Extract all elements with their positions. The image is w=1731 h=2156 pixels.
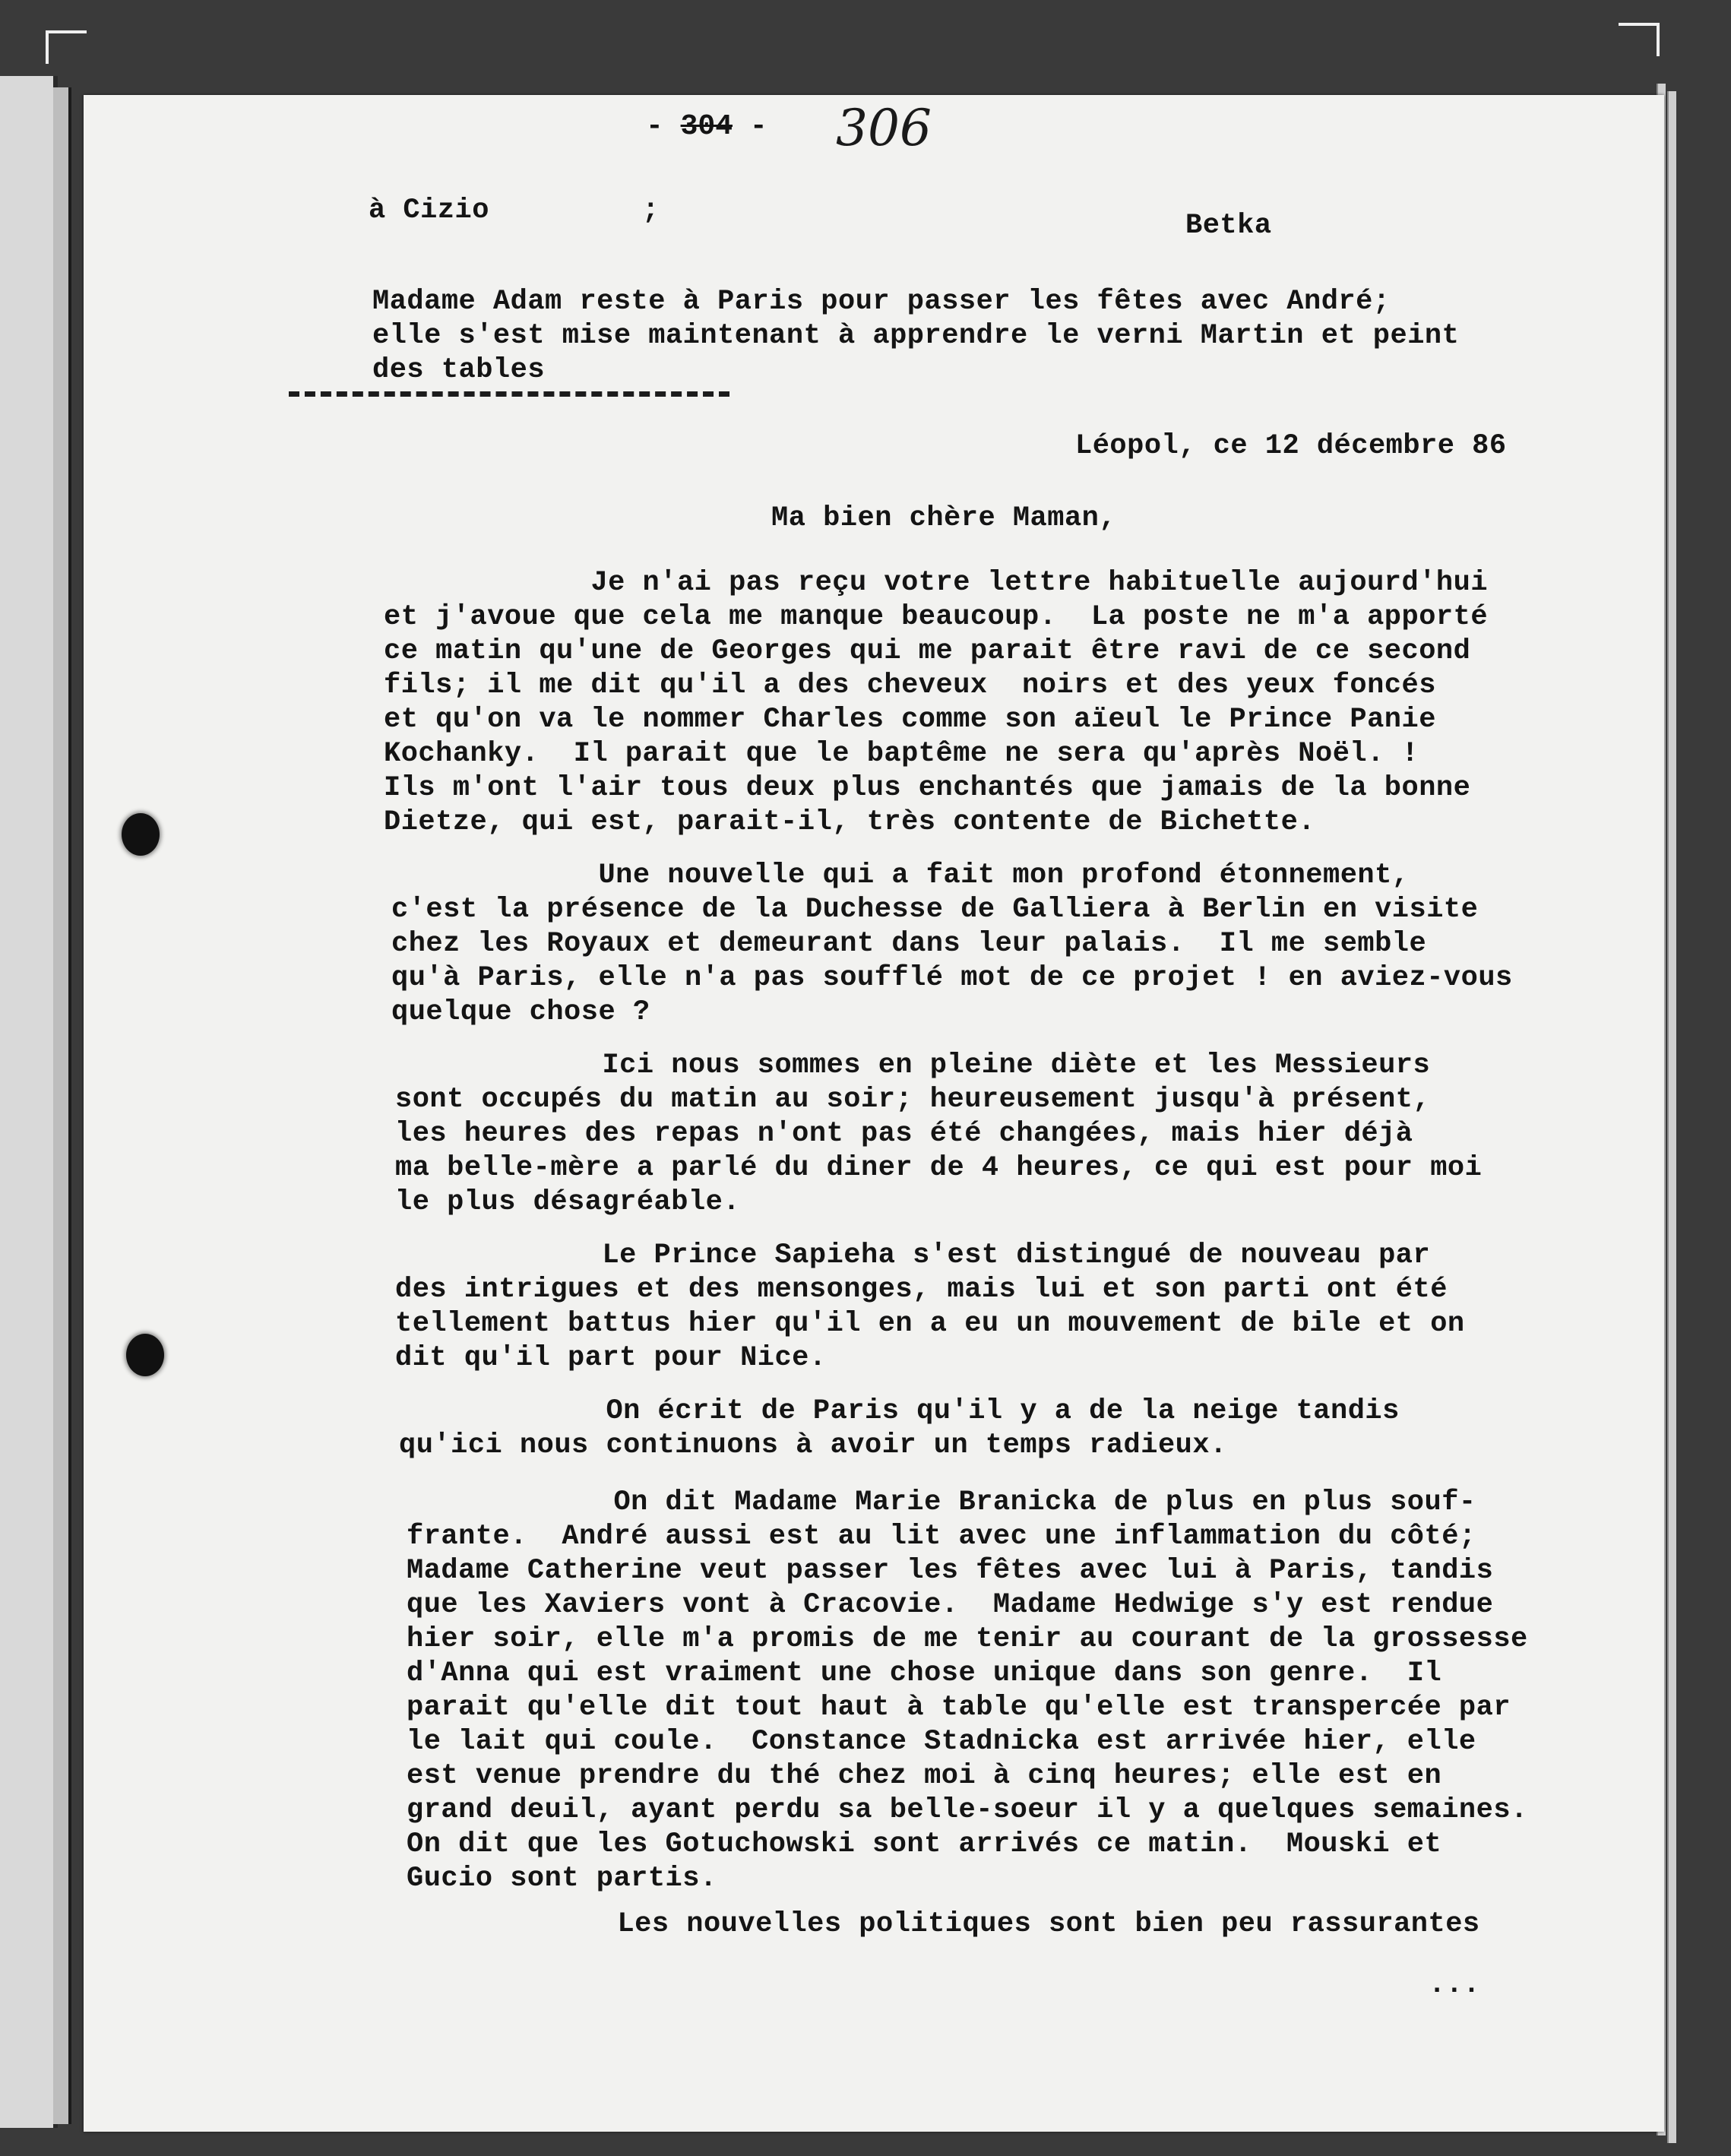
letter-line: qu'à Paris, elle n'a pas soufflé mot de ce projet ! en aviez-vous xyxy=(391,962,1513,994)
letter-line: Les nouvelles politiques sont bien peu rassurantes xyxy=(410,1908,1480,1940)
letter-line: frante. André aussi est au lit avec une inflammation du côté; xyxy=(407,1521,1476,1553)
letter-line: On dit Madame Marie Branicka de plus en plus souf- xyxy=(407,1486,1476,1518)
letter-line: Une nouvelle qui a fait mon profond étonnement, xyxy=(391,860,1410,891)
page-number: - 304 - xyxy=(646,110,767,143)
adjacent-page-edge xyxy=(0,76,58,2128)
letter-line: grand deuil, ayant perdu sa belle-soeur il y a quelques semaines. xyxy=(407,1794,1528,1826)
continuation-mark: ... xyxy=(1429,1969,1481,2001)
punch-hole xyxy=(122,813,160,856)
binder-edge xyxy=(53,87,71,2124)
header-separator: ; xyxy=(642,195,660,226)
note-line: Madame Adam reste à Paris pour passer les fêtes avec André; xyxy=(372,286,1391,318)
letter-line: ce matin qu'une de Georges qui me parait être ravi de ce second xyxy=(384,635,1471,667)
letter-line: que les Xaviers vont à Cracovie. Madame Hedwige s'y est rendue xyxy=(407,1589,1494,1621)
letter-line: quelque chose ? xyxy=(391,996,650,1028)
crop-mark xyxy=(1619,23,1660,56)
letter-line: Dietze, qui est, parait-il, très contente de Bichette. xyxy=(384,806,1315,838)
salutation: Ma bien chère Maman, xyxy=(771,502,1117,534)
letter-line: hier soir, elle m'a promis de me tenir au courant de la grossesse xyxy=(407,1623,1528,1655)
letter-line: Kochanky. Il parait que le baptême ne sera qu'après Noël. ! xyxy=(384,738,1419,770)
sender: Betka xyxy=(1185,210,1272,242)
letter-line: On dit que les Gotuchowski sont arrivés ce matin. Mouski et xyxy=(407,1828,1442,1860)
letter-line: qu'ici nous continuons à avoir un temps radieux. xyxy=(399,1429,1227,1461)
page-stack-edge xyxy=(1667,91,1676,2143)
letter-line: et qu'on va le nommer Charles comme son aïeul le Prince Panie xyxy=(384,704,1436,736)
letter-line: Gucio sont partis. xyxy=(407,1863,717,1895)
letter-line: Ils m'ont l'air tous deux plus enchantés que jamais de la bonne xyxy=(384,772,1471,804)
letter-line: le lait qui coule. Constance Stadnicka est arrivée hier, elle xyxy=(407,1726,1476,1758)
letter-line: Madame Catherine veut passer les fêtes avec lui à Paris, tandis xyxy=(407,1555,1494,1587)
separator-rule xyxy=(289,391,729,397)
handwritten-page-number: 306 xyxy=(836,99,932,157)
letter-line: ma belle-mère a parlé du diner de 4 heures, ce qui est pour moi xyxy=(395,1152,1483,1184)
crop-mark xyxy=(46,30,87,64)
place-date: Léopol, ce 12 décembre 86 xyxy=(1075,430,1507,462)
letter-line: On écrit de Paris qu'il y a de la neige tandis xyxy=(399,1395,1400,1427)
letter-line: d'Anna qui est vraiment une chose unique dans son genre. Il xyxy=(407,1657,1442,1689)
recipient: à Cizio xyxy=(369,195,489,226)
letter-line: est venue prendre du thé chez moi à cinq heures; elle est en xyxy=(407,1760,1442,1792)
letter-line: sont occupés du matin au soir; heureusement jusqu'à présent, xyxy=(395,1084,1431,1116)
letter-line: c'est la présence de la Duchesse de Galliera à Berlin en visite xyxy=(391,894,1479,926)
punch-hole xyxy=(126,1334,164,1376)
letter-line: Ici nous sommes en pleine diète et les Messieurs xyxy=(395,1050,1431,1081)
letter-line: fils; il me dit qu'il a des cheveux noirs et des yeux foncés xyxy=(384,670,1436,701)
struck-page-number: 304 xyxy=(680,110,733,143)
letter-line: tellement battus hier qu'il en a eu un mouvement de bile et on xyxy=(395,1308,1465,1340)
letter-line: parait qu'elle dit tout haut à table qu'elle est transpercée par xyxy=(407,1692,1511,1724)
letter-line: le plus désagréable. xyxy=(395,1186,741,1218)
note-line: elle s'est mise maintenant à apprendre le verni Martin et peint xyxy=(372,320,1460,352)
letter-line: des intrigues et des mensonges, mais lui et son parti ont été xyxy=(395,1274,1448,1306)
note-line: des tables xyxy=(372,354,546,386)
letter-line: les heures des repas n'ont pas été changées, mais hier déjà xyxy=(395,1118,1413,1150)
letter-line: Le Prince Sapieha s'est distingué de nouveau par xyxy=(395,1239,1431,1271)
letter-line: et j'avoue que cela me manque beaucoup. La poste ne m'a apporté xyxy=(384,601,1489,633)
letter-line: chez les Royaux et demeurant dans leur palais. Il me semble xyxy=(391,928,1427,960)
letter-line: Je n'ai pas reçu votre lettre habituelle aujourd'hui xyxy=(384,567,1489,599)
letter-line: dit qu'il part pour Nice. xyxy=(395,1342,827,1374)
